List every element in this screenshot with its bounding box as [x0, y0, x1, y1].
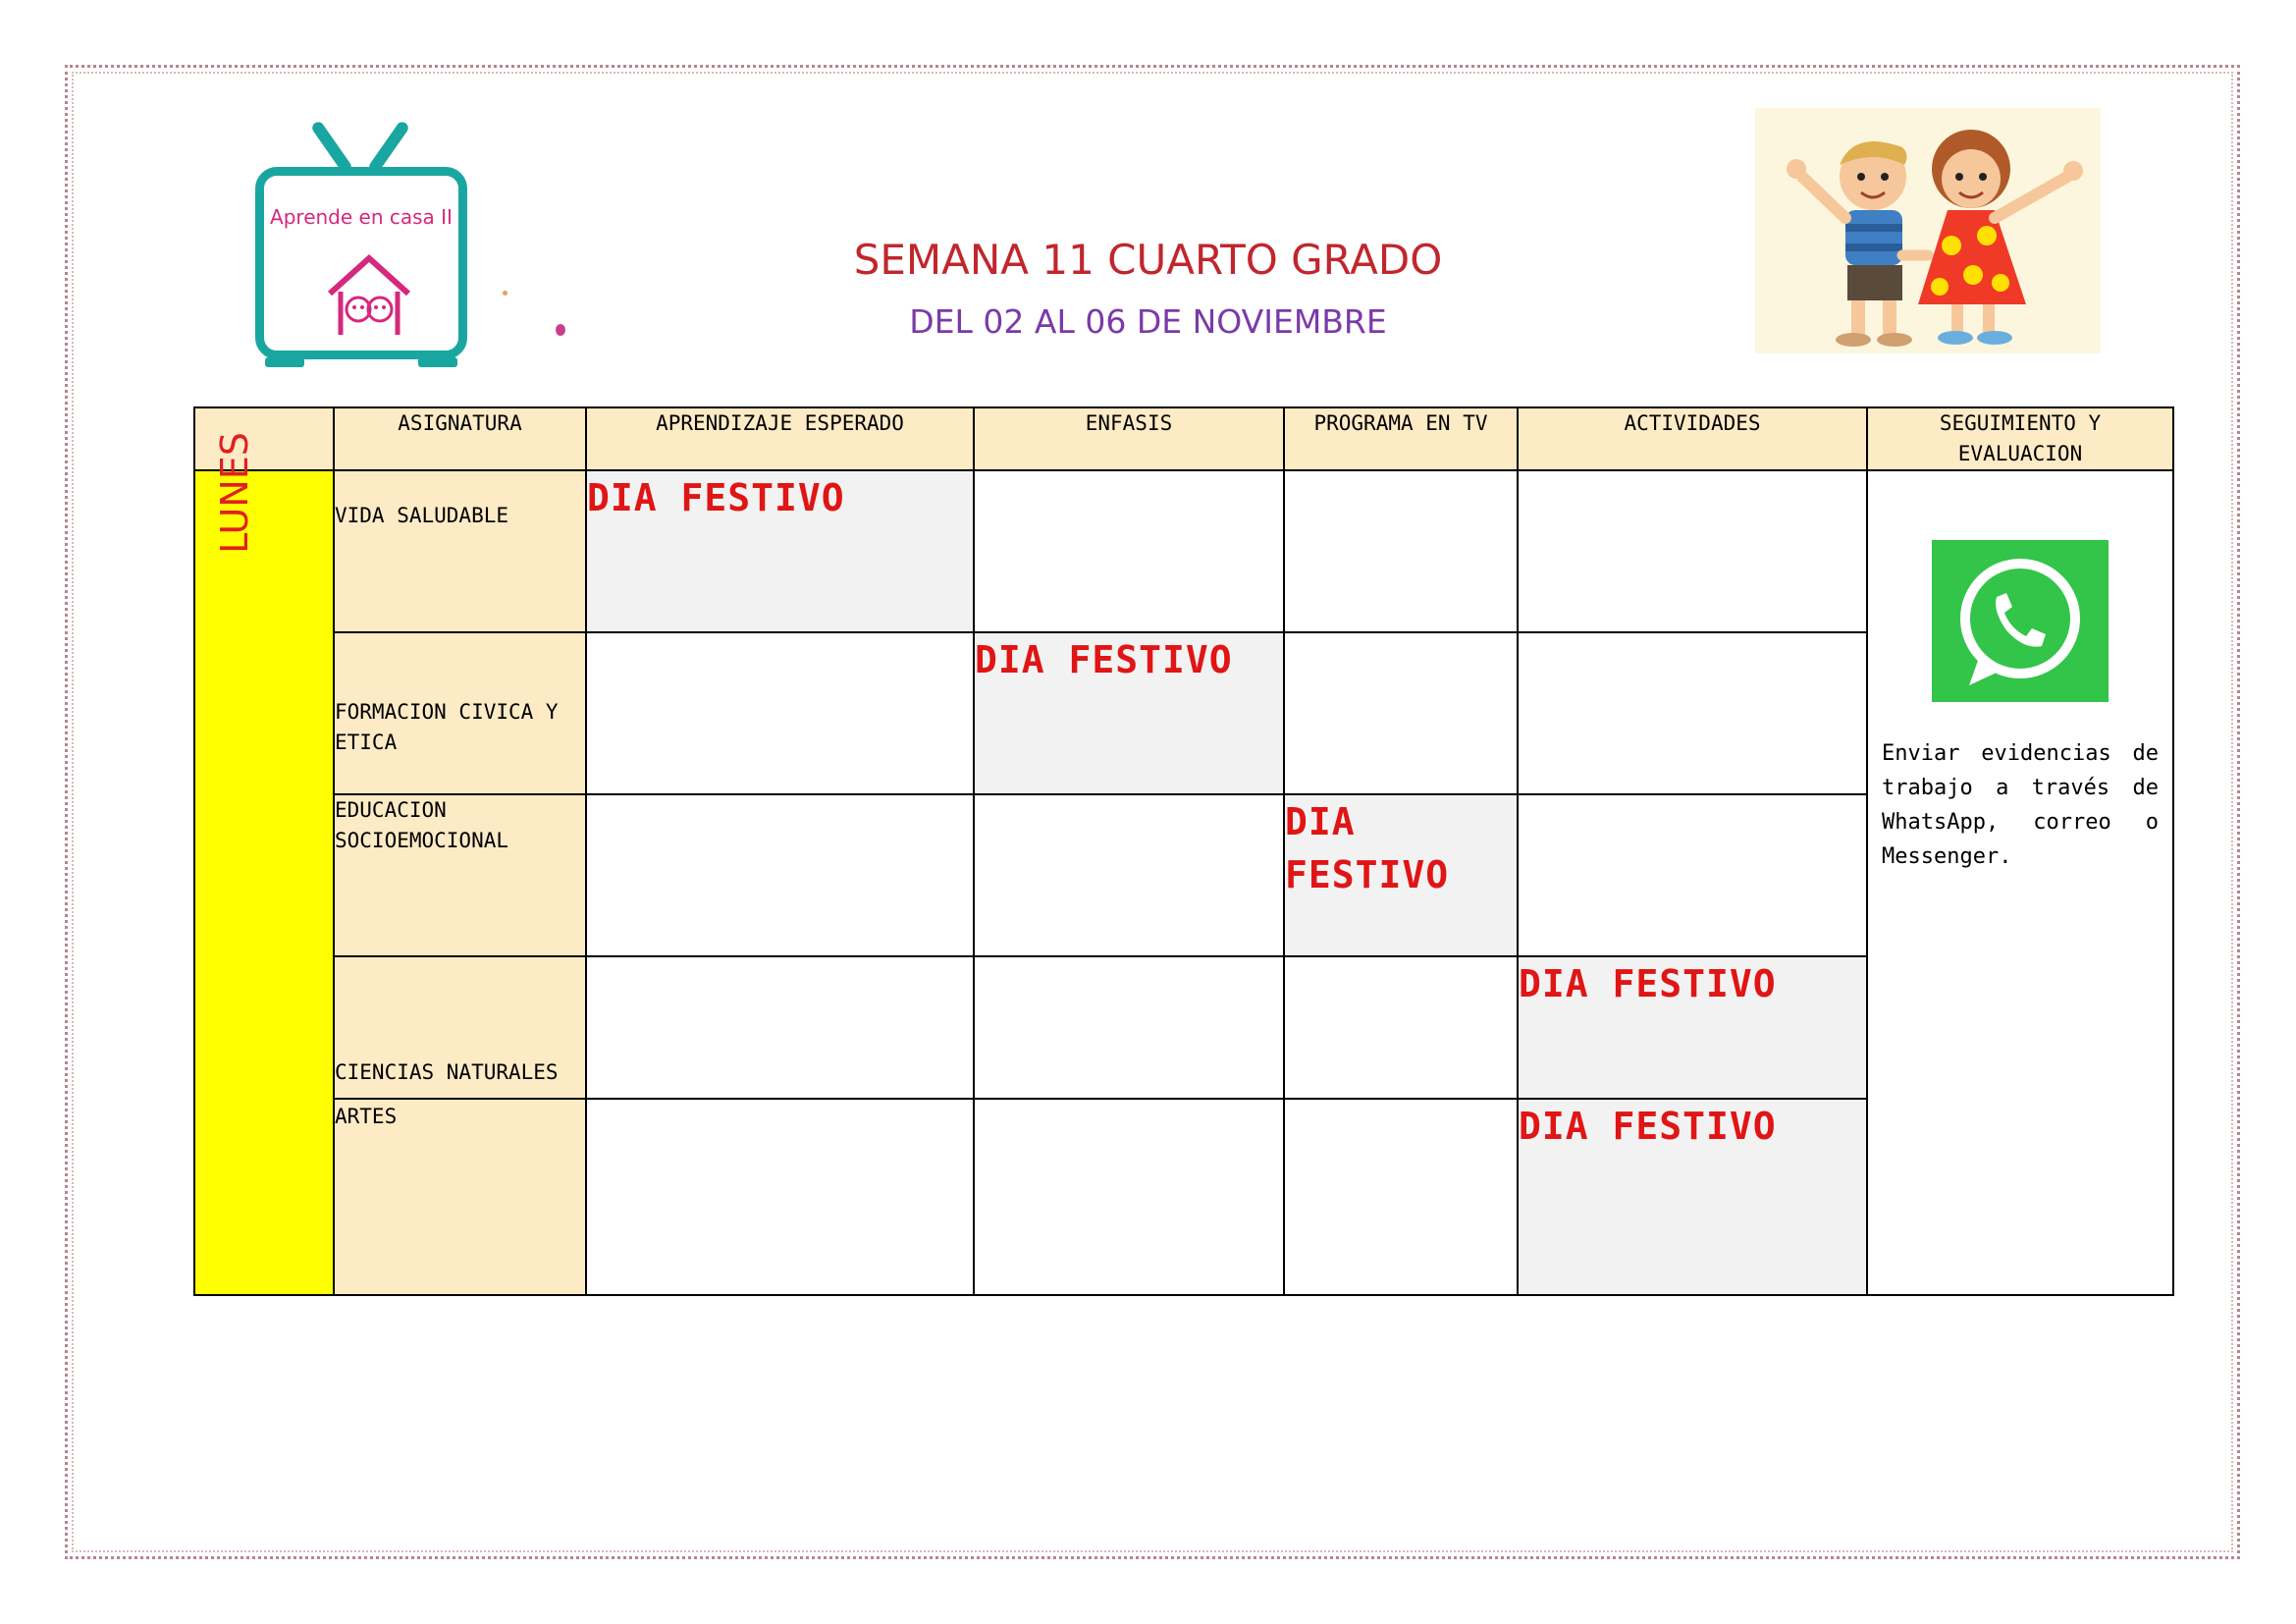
page-title: SEMANA 11 CUARTO GRADO: [853, 236, 1443, 284]
festivo-cell: DIA FESTIVO: [586, 470, 974, 632]
empty-cell: [974, 470, 1284, 632]
empty-cell: [1518, 632, 1867, 794]
column-header: [1284, 407, 1518, 470]
subject-cell: CIENCIAS NATURALES: [334, 956, 586, 1099]
logo-text: Aprende en casa II: [270, 205, 453, 229]
empty-cell: [1518, 470, 1867, 632]
subject-cell: FORMACION CIVICA Y ETICA: [334, 632, 586, 794]
column-header: [1867, 407, 2173, 470]
followup-text: Enviar evidencias de trabajo a través de WhatsApp, correo o Messenger.: [1882, 741, 2159, 869]
page-subtitle: DEL 02 AL 06 DE NOVIEMBRE: [909, 302, 1387, 341]
festivo-cell: DIA FESTIVO: [1284, 794, 1518, 956]
subject-cell: EDUCACION SOCIOEMOCIONAL: [334, 794, 586, 956]
column-header: APRENDIZAJE ESPERADO: [586, 407, 974, 470]
day-cell: [194, 432, 334, 1295]
column-header: ACTIVIDADES: [1518, 407, 1867, 470]
empty-cell: [974, 794, 1284, 956]
festivo-cell: DIA FESTIVO: [1518, 956, 1867, 1099]
tv-foot-left: [265, 357, 304, 367]
empty-cell: [974, 956, 1284, 1099]
festivo-cell: DIA FESTIVO: [974, 632, 1284, 794]
empty-cell: [586, 956, 974, 1099]
empty-cell: [1284, 632, 1518, 794]
schedule-table: [193, 406, 2174, 1296]
empty-cell: [974, 1099, 1284, 1295]
empty-cell: [1518, 794, 1867, 956]
whatsapp-icon: [1932, 540, 2109, 702]
subject-cell: ARTES: [334, 1099, 586, 1295]
subject-cell: VIDA SALUDABLE: [334, 470, 586, 632]
day-label: LUNES: [213, 432, 256, 554]
column-header-text: SEGUIMIENTO Y EVALUACION: [1939, 411, 2102, 465]
empty-cell: [586, 632, 974, 794]
empty-cell: [1284, 470, 1518, 632]
followup-cell: [1867, 470, 2173, 1295]
column-header: ASIGNATURA: [334, 407, 586, 470]
empty-cell: [586, 794, 974, 956]
empty-cell: [586, 1099, 974, 1295]
column-header-text: PROGRAMA EN TV: [1313, 411, 1488, 435]
tv-foot-right: [418, 357, 457, 367]
empty-cell: [1284, 956, 1518, 1099]
empty-cell: [1284, 1099, 1518, 1295]
table-row: [194, 470, 2173, 632]
decor-dot: [503, 291, 507, 296]
column-header: ENFASIS: [974, 407, 1284, 470]
festivo-cell: DIA FESTIVO: [1518, 1099, 1867, 1295]
table-header-row: [194, 407, 2173, 470]
